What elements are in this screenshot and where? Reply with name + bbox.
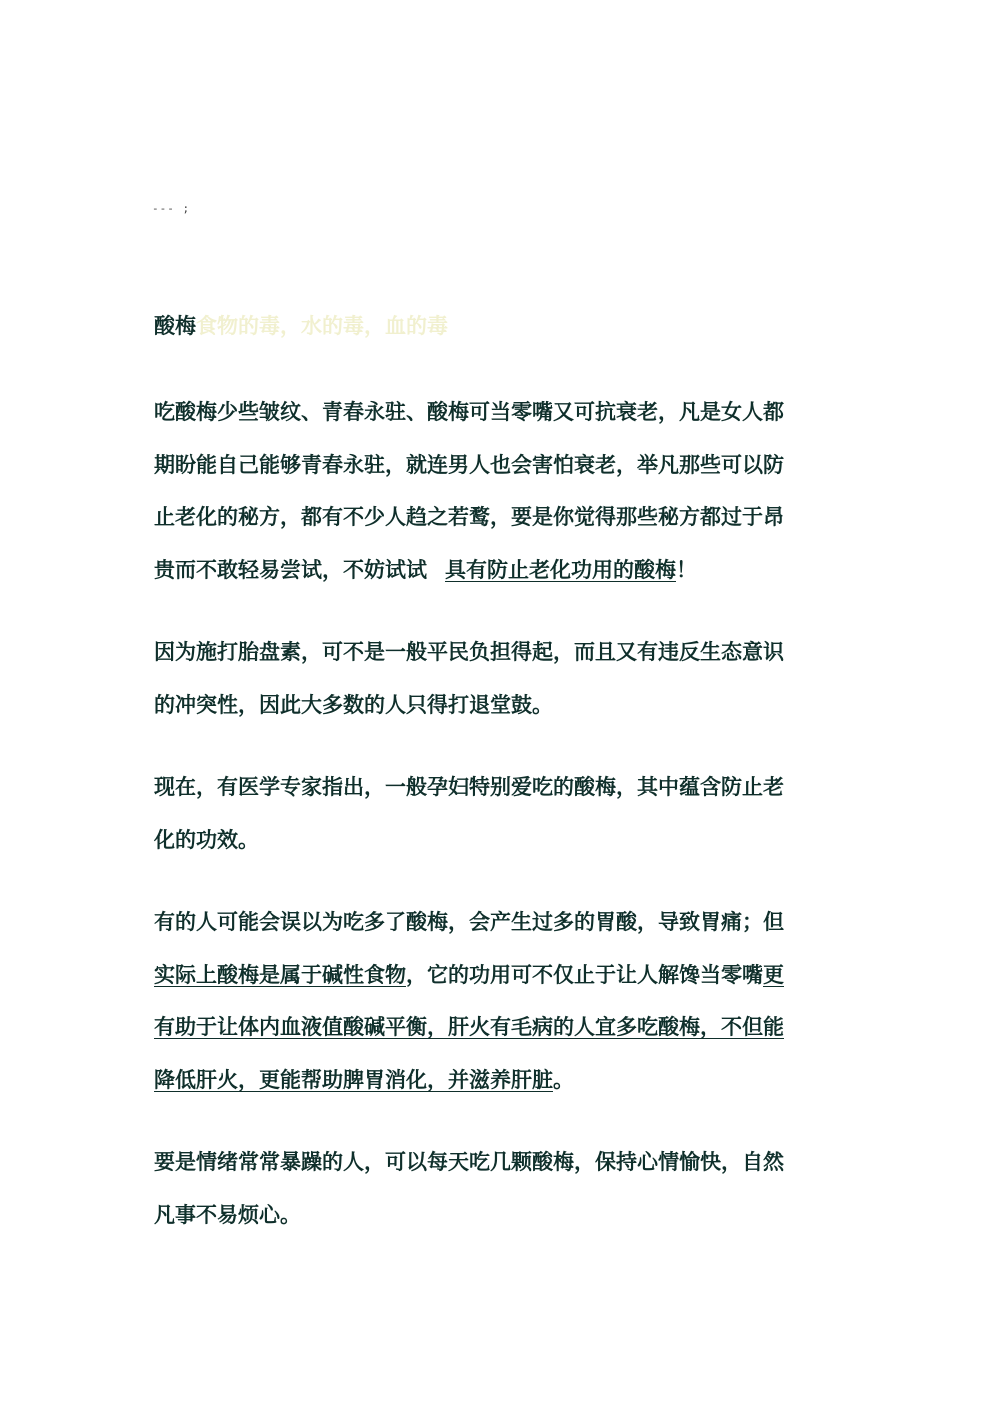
title-faint-subtitle: 食物的毒，水的毒，血的毒 xyxy=(196,313,448,338)
line-text: 贵而不敢轻易尝试，不妨试试 xyxy=(154,556,427,582)
paragraph-3 xyxy=(154,761,844,866)
paragraph-line xyxy=(154,1054,844,1107)
paragraph-line: 要是情绪常常暴躁的人，可以每天吃几颗酸梅，保持心情愉快，自然 xyxy=(154,1149,784,1174)
paragraph-line xyxy=(154,896,844,949)
paragraph-1 xyxy=(154,386,844,596)
paragraph-2 xyxy=(154,626,844,731)
paragraph-line xyxy=(154,544,844,597)
article-body xyxy=(154,386,844,1271)
underlined-text[interactable]: 更 xyxy=(763,961,784,987)
paragraph-line: 化的功效。 xyxy=(154,826,259,852)
paragraph-line: 止老化的秘方，都有不少人趋之若鹜，要是你觉得那些秘方都过于昂 xyxy=(154,504,784,529)
line-text: ，它的功用可不仅止于让人解馋当零嘴 xyxy=(406,961,763,987)
alkaline-food-link[interactable]: 实际上酸梅是属于碱性食物 xyxy=(154,961,406,987)
underlined-line[interactable]: 有助于让体内血液值酸碱平衡，肝火有毛病的人宜多吃酸梅，不但能 xyxy=(154,1014,784,1039)
paragraph-5 xyxy=(154,1136,844,1241)
underlined-text[interactable]: 降低肝火，更能帮助脾胃消化，并滋养肝脏 xyxy=(154,1066,553,1092)
paragraph-line: 期盼能自己能够青春永驻，就连男人也会害怕衰老，举凡那些可以防 xyxy=(154,451,784,477)
paragraph-line xyxy=(154,949,844,1002)
paragraph-line: 凡事不易烦心。 xyxy=(154,1201,301,1227)
paragraph-line: 因为施打胎盘素，可不是一般平民负担得起，而且又有违反生态意识 xyxy=(154,639,784,664)
article-title xyxy=(154,311,448,341)
line-text: 。 xyxy=(553,1066,574,1092)
header-mark: --- ; xyxy=(152,202,191,215)
line-text: ！ xyxy=(676,556,697,582)
title-main: 酸梅 xyxy=(154,313,196,338)
paragraph-line: 的冲突性，因此大多数的人只得打退堂鼓。 xyxy=(154,691,553,717)
line-text: 有的人可能会误以为吃多了酸梅，会产生过多的胃酸，导致胃痛；但 xyxy=(154,909,784,934)
paragraph-line: 现在，有医学专家指出，一般孕妇特别爱吃的酸梅，其中蕴含防止老 xyxy=(154,774,784,799)
anti-aging-link[interactable]: 具有防止老化功用的酸梅 xyxy=(445,556,676,582)
paragraph-line: 吃酸梅少些皱纹、青春永驻、酸梅可当零嘴又可抗衰老，凡是女人都 xyxy=(154,399,784,424)
paragraph-4 xyxy=(154,896,844,1106)
